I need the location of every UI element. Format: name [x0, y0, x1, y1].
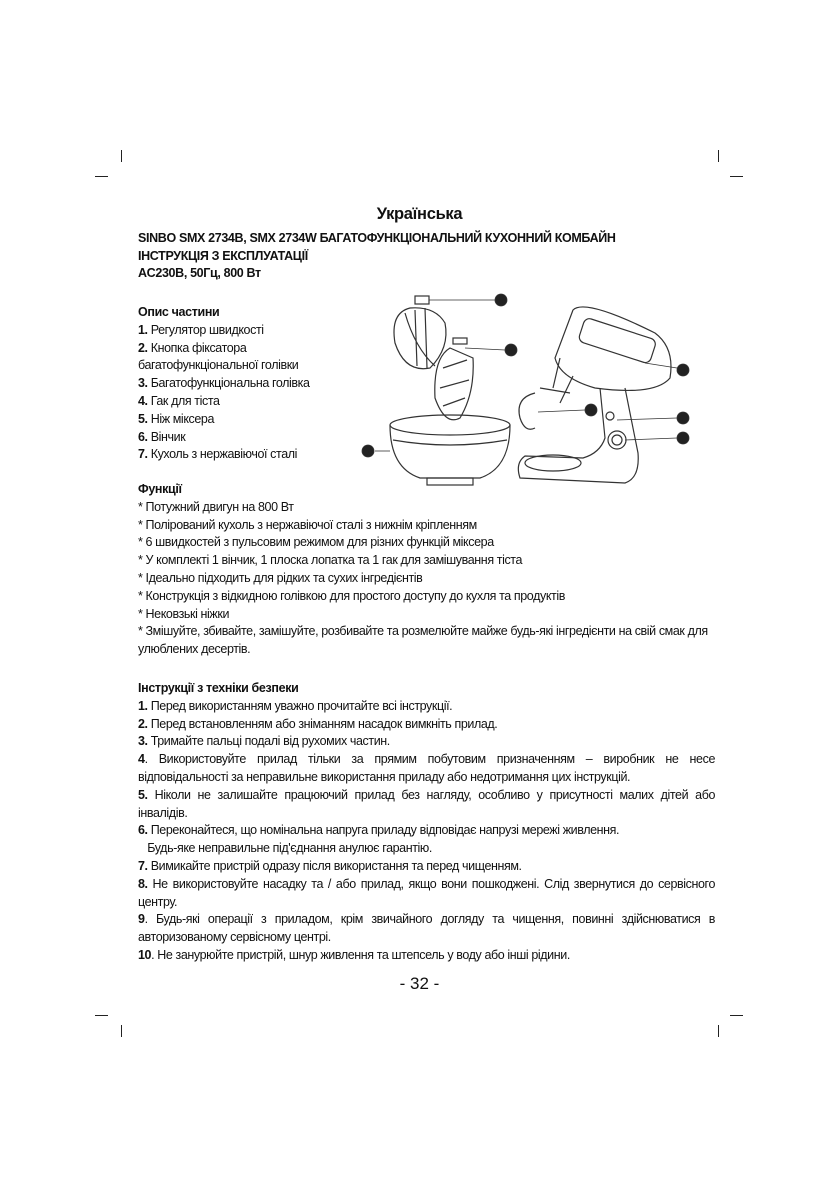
part-item: 1. Регулятор швидкості: [138, 322, 264, 337]
safety-item: 9. Будь-які операції з приладом, крім звичайного догляду та чищення, повинні здійснюватися в авторизованому сервісному центрі.: [138, 912, 715, 945]
safety-section: [138, 680, 715, 965]
crop-mark: [95, 176, 108, 177]
product-title: SINBO SMX 2734B, SMX 2734W БАГАТОФУНКЦІОНАЛЬНИЙ КУХОННИЙ КОМБАЙН: [138, 231, 616, 245]
beater-drawing: [435, 338, 473, 420]
callout-2: 2: [680, 414, 686, 425]
crop-mark: [121, 150, 122, 162]
crop-mark: [718, 1025, 719, 1037]
features-heading: Функції: [138, 482, 182, 496]
safety-item: 7. Вимикайте пристрій одразу після використання та перед чищенням.: [138, 858, 522, 873]
page-number: - 32 -: [399, 974, 440, 993]
callout-numbers: [362, 294, 689, 458]
safety-item: 5. Ніколи не залишайте працюючий прилад без нагляду, особливо у присутності малих дітей або інвалідів.: [138, 787, 715, 820]
crop-mark: [718, 150, 719, 162]
feature-item: * У комплекті 1 вінчик, 1 плоска лопатка та 1 гак для замішування тіста: [138, 553, 523, 568]
crop-mark: [730, 1015, 743, 1016]
crop-mark: [730, 176, 743, 177]
part-item: 5. Ніж міксера: [138, 411, 215, 426]
manual-title: ІНСТРУКЦІЯ З ЕКСПЛУАТАЦІЇ: [138, 249, 308, 263]
parts-heading: Опис частини: [138, 305, 220, 319]
parts-section: [138, 304, 368, 464]
callout-3: 3: [680, 366, 686, 377]
safety-item: 8. Не використовуйте насадку та / або прилад, якщо вони пошкоджені. Слід звернутися до сервісного центру.: [138, 876, 715, 909]
callout-6: 6: [498, 296, 504, 307]
safety-item: 3. Тримайте пальці подалі від рухомих частин.: [138, 734, 390, 749]
safety-item: 6. Переконайтеся, що номінальна напруга приладу відповідає напрузі мережі живлення.: [138, 823, 620, 838]
mixer-body-drawing: [518, 307, 671, 483]
feature-item: * Ідеально підходить для рідких та сухих інгредієнтів: [138, 570, 423, 585]
callout-4: 4: [588, 406, 594, 417]
feature-item: * Полірований кухоль з нержавіючої сталі з нижнім кріпленням: [138, 517, 477, 532]
crop-mark: [121, 1025, 122, 1037]
part-item: 2. Кнопка фіксатора: [138, 340, 247, 355]
feature-item: * Змішуйте, збивайте, замішуйте, розбивайте та розмелюйте майже будь-які інгредієнти на свій смак для улюблених десертів.: [138, 624, 708, 657]
callout-5: 5: [508, 346, 514, 357]
callout-1: 1: [680, 434, 686, 445]
whisk-drawing: [394, 296, 446, 369]
safety-item: 1. Перед використанням уважно прочитайте всі інструкції.: [138, 698, 453, 713]
safety-heading: Інструкції з техніки безпеки: [138, 681, 299, 695]
feature-item: * Нековзькі ніжки: [138, 606, 230, 621]
part-item: 6. Вінчик: [138, 429, 186, 444]
page-title: Українська: [376, 205, 463, 223]
feature-item: * 6 швидкостей з пульсовим режимом для різних функцій міксера: [138, 535, 494, 550]
features-section: [138, 481, 715, 659]
callout-7: 7: [365, 447, 371, 458]
safety-item-note: Будь-яке неправильне під'єднання анулює гарантію.: [138, 841, 432, 856]
part-item: 7. Кухоль з нержавіючої сталі: [138, 447, 298, 462]
crop-mark: [95, 1015, 108, 1016]
part-item: 4. Гак для тіста: [138, 393, 220, 408]
mixer-diagram: [355, 288, 705, 488]
power-spec: AC230В, 50Гц, 800 Вт: [138, 266, 261, 280]
safety-item: 10. Не занурюйте пристрій, шнур живлення та штепсель у воду або інші рідини.: [138, 947, 570, 962]
safety-item: 2. Перед встановленням або зніманням насадок вимкніть прилад.: [138, 716, 498, 731]
part-item: 3. Багатофункціональна голівка: [138, 376, 310, 391]
feature-item: * Конструкція з відкидною голівкою для простого доступу до кухля та продуктів: [138, 588, 565, 603]
bowl-drawing: [390, 415, 510, 485]
safety-item: 4. Використовуйте прилад тільки за прямим побутовим призначенням – виробник не несе відповідальності за неправильне використання приладу або недотримання цих інструкцій.: [138, 752, 715, 784]
feature-item: * Потужний двигун на 800 Вт: [138, 499, 294, 514]
part-item-cont: багатофункціональної голівки: [138, 358, 299, 373]
